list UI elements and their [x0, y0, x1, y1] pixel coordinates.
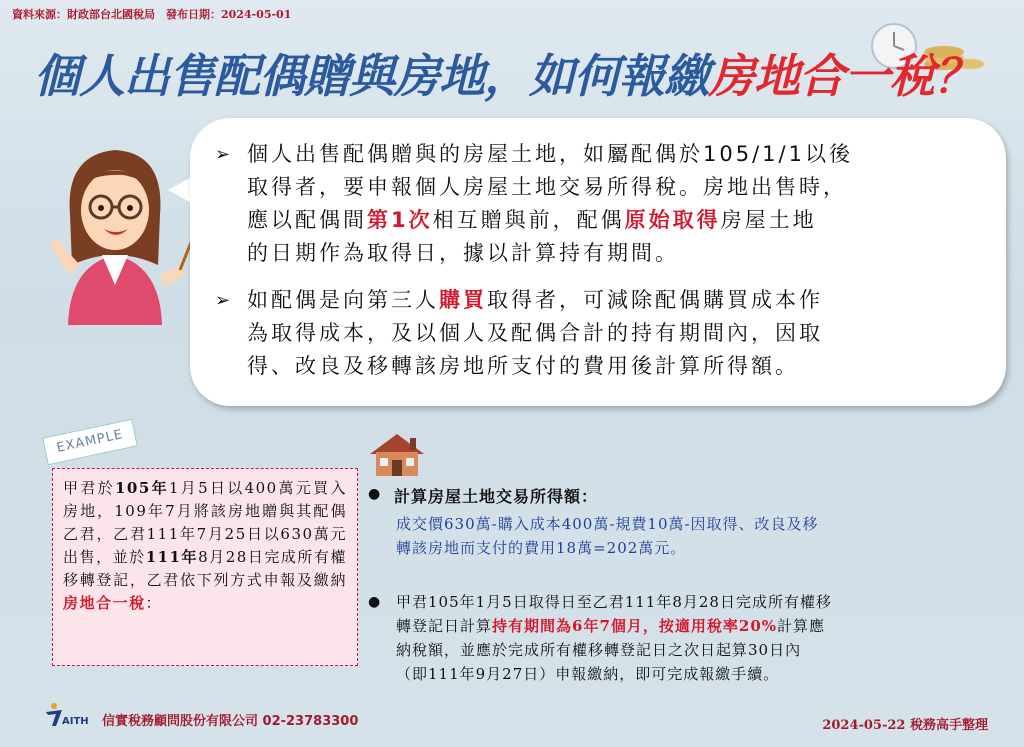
- highlight-first-gift: 第1次: [367, 208, 433, 232]
- text-bold: 105年: [114, 479, 169, 497]
- text-segment: ：: [145, 594, 163, 612]
- highlight-purchase: 購買: [439, 288, 487, 312]
- period-line-2: [396, 614, 976, 638]
- bullet-dot-icon: ●: [368, 486, 381, 502]
- house-icon: [366, 430, 428, 478]
- text-segment: 甲君於: [63, 479, 115, 497]
- arrow-bullet-icon: ➢: [215, 290, 234, 311]
- bullet1-line1: 個人出售配偶贈與的房屋土地，如屬配偶於105/1/1以後: [247, 142, 853, 166]
- bubble-bullet-1: [215, 138, 853, 270]
- text-segment: 轉登記日計算: [396, 617, 493, 635]
- text-segment: 相互贈與前，配偶: [432, 208, 625, 232]
- bullet1-line4: 的日期作為取得日，據以計算持有期間。: [247, 241, 679, 265]
- bubble-bullet-2: [215, 284, 823, 383]
- example-tag: EXAMPLE: [42, 419, 138, 466]
- text-segment: 取得者，可減除配偶購買成本作: [487, 288, 823, 312]
- text-segment: 計算應: [777, 617, 826, 635]
- text-segment: 房屋土地: [720, 208, 817, 232]
- company-logo: [44, 702, 92, 728]
- text-segment: 如配偶是向第三人: [247, 288, 439, 312]
- text-bold: 111年: [145, 548, 199, 566]
- example-box: [52, 468, 358, 666]
- text-segment: 8月28日完成所有權移轉登記，乙君依下列方式申報及繳納: [63, 548, 347, 589]
- svg-text:AITH: AITH: [62, 716, 89, 727]
- period-line-1: 甲君105年1月5日取得日至乙君111年8月28日完成所有權移: [396, 593, 832, 611]
- company-contact: 信實稅務顧問股份有限公司 02-23783300: [102, 714, 359, 729]
- bullet2-line2: 為取得成本，及以個人及配偶合計的持有期間內，因取: [247, 321, 823, 345]
- period-line-3: 納稅額，並應於完成所有權移轉登記日之次日起算30日內: [396, 641, 802, 659]
- text-segment: 應以配偶間: [247, 208, 367, 232]
- bullet2-line3: 得、改良及移轉該房地所支付的費用後計算所得額。: [247, 354, 799, 378]
- text-segment: 1月5日以400萬元買入房地，109年7月將該房地贈與其配偶乙君，乙君111年7月25日以630萬元出售，並於: [63, 479, 348, 566]
- bullet1-line3: [247, 204, 853, 237]
- formula-line-2: 轉該房地而支付的費用18萬=202萬元。: [396, 539, 687, 557]
- bullet2-line1: [247, 284, 823, 317]
- source-line: 資料來源：財政部台北國稅局 發布日期：2024-05-01: [12, 8, 292, 21]
- highlight-holding-period-rate: 持有期間為6年7個月，按適用稅率20%: [492, 617, 778, 635]
- teacher-illustration: [30, 125, 210, 325]
- bullet1-line2: 取得者，要申報個人房屋土地交易所得稅。房地出售時，: [247, 175, 847, 199]
- title-part-2: 房地合一稅？: [709, 49, 979, 103]
- highlight-tax-name: 房地合一稅: [63, 594, 146, 612]
- highlight-original-acquisition: 原始取得: [624, 208, 721, 232]
- page-title: [34, 40, 979, 103]
- title-part-1: 個人出售配偶贈與房地，如何報繳: [34, 49, 709, 103]
- calc-title: 計算房屋土地交易所得額：: [394, 487, 599, 506]
- period-line-4: （即111年9月27日）申報繳納，即可完成報繳手續。: [396, 665, 780, 683]
- arrow-bullet-icon: ➢: [215, 144, 234, 165]
- holding-period-text: [396, 590, 976, 686]
- calc-formula: [396, 512, 976, 560]
- bullet-dot-icon: ●: [368, 594, 381, 610]
- formula-line-1: 成交價630萬-購入成本400萬-規費10萬-因取得、改良及移: [396, 515, 819, 533]
- date-signature: 2024-05-22 稅務高手整理: [822, 718, 988, 733]
